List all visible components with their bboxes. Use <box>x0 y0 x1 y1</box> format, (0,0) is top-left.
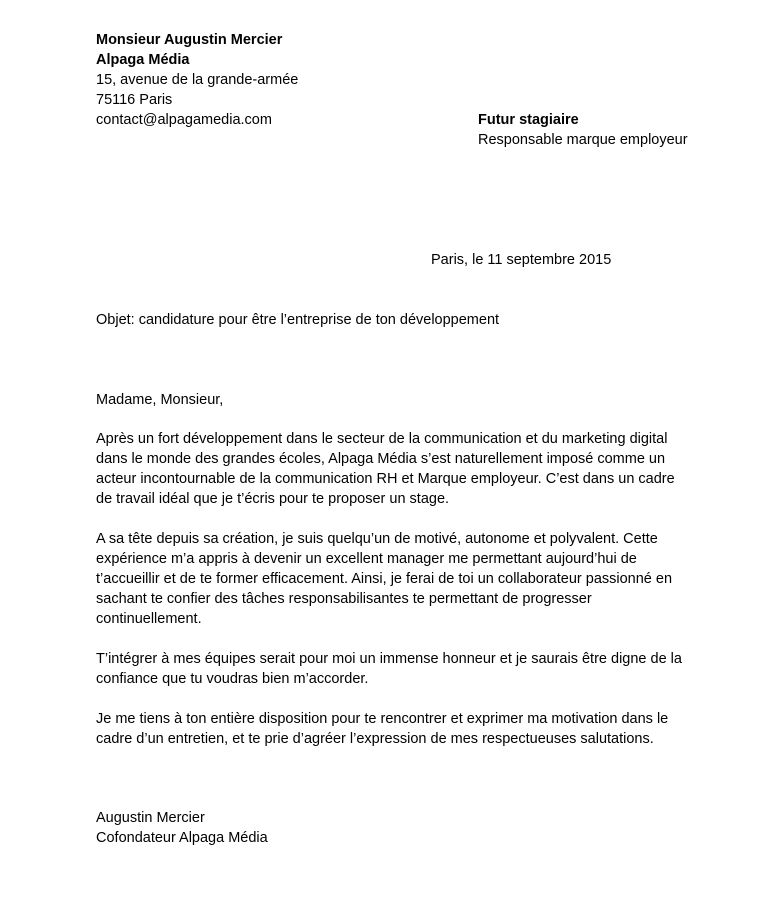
paragraph-line: Je me tiens à ton entière disposition pour te rencontrer et exprimer ma motivation dans le <box>96 711 669 727</box>
recipient-role: Responsable marque employeur <box>478 132 688 148</box>
body-paragraph-4 <box>96 709 716 749</box>
body-paragraph-1 <box>96 429 716 509</box>
sender-name: Monsieur Augustin Mercier <box>96 32 283 48</box>
paragraph-line: t’accueillir et de te former efficacement. Ainsi, je ferai de toi un collaborateur passionné en <box>96 571 673 587</box>
salutation: Madame, Monsieur, <box>96 392 224 408</box>
signature-name: Augustin Mercier <box>96 810 205 826</box>
paragraph-line: expérience m’a appris à devenir un excellent manager me permettant aujourd’hui de <box>96 551 637 567</box>
subject-line: Objet: candidature pour être l’entreprise de ton développement <box>96 312 500 328</box>
paragraph-line: A sa tête depuis sa création, je suis quelqu’un de motivé, autonome et polyvalent. Cette <box>96 531 658 547</box>
paragraph-line: sachant te confier des tâches responsabilisantes te permettant de progresser <box>96 591 592 607</box>
sender-city: 75116 Paris <box>96 92 173 108</box>
recipient-block <box>478 110 688 150</box>
paragraph-line: cadre d’un entretien, et te prie d’agréer l’expression de mes respectueuses salutations. <box>96 731 654 747</box>
paragraph-line: T’intégrer à mes équipes serait pour moi un immense honneur et je saurais être digne de la <box>96 651 682 667</box>
sender-email: contact@alpagamedia.com <box>96 112 272 128</box>
paragraph-line: Après un fort développement dans le secteur de la communication et du marketing digital <box>96 431 668 447</box>
paragraph-line: de travail idéal que je t’écris pour te proposer un stage. <box>96 491 450 507</box>
signature-block <box>96 808 268 848</box>
recipient-name: Futur stagiaire <box>478 112 579 128</box>
sender-block <box>96 30 298 130</box>
body-paragraph-2 <box>96 529 716 629</box>
sender-company: Alpaga Média <box>96 52 190 68</box>
paragraph-line: dans le monde des grandes écoles, Alpaga Média s’est naturellement imposé comme un <box>96 451 666 467</box>
paragraph-line: acteur incontournable de la communication RH et Marque employeur. C’est dans un cadre <box>96 471 675 487</box>
body-paragraph-3 <box>96 649 716 689</box>
date-line: Paris, le 11 septembre 2015 <box>431 252 612 268</box>
paragraph-line: confiance que tu voudras bien m’accorder. <box>96 671 369 687</box>
signature-title: Cofondateur Alpaga Média <box>96 830 268 846</box>
paragraph-line: continuellement. <box>96 611 202 627</box>
sender-street: 15, avenue de la grande-armée <box>96 72 299 88</box>
